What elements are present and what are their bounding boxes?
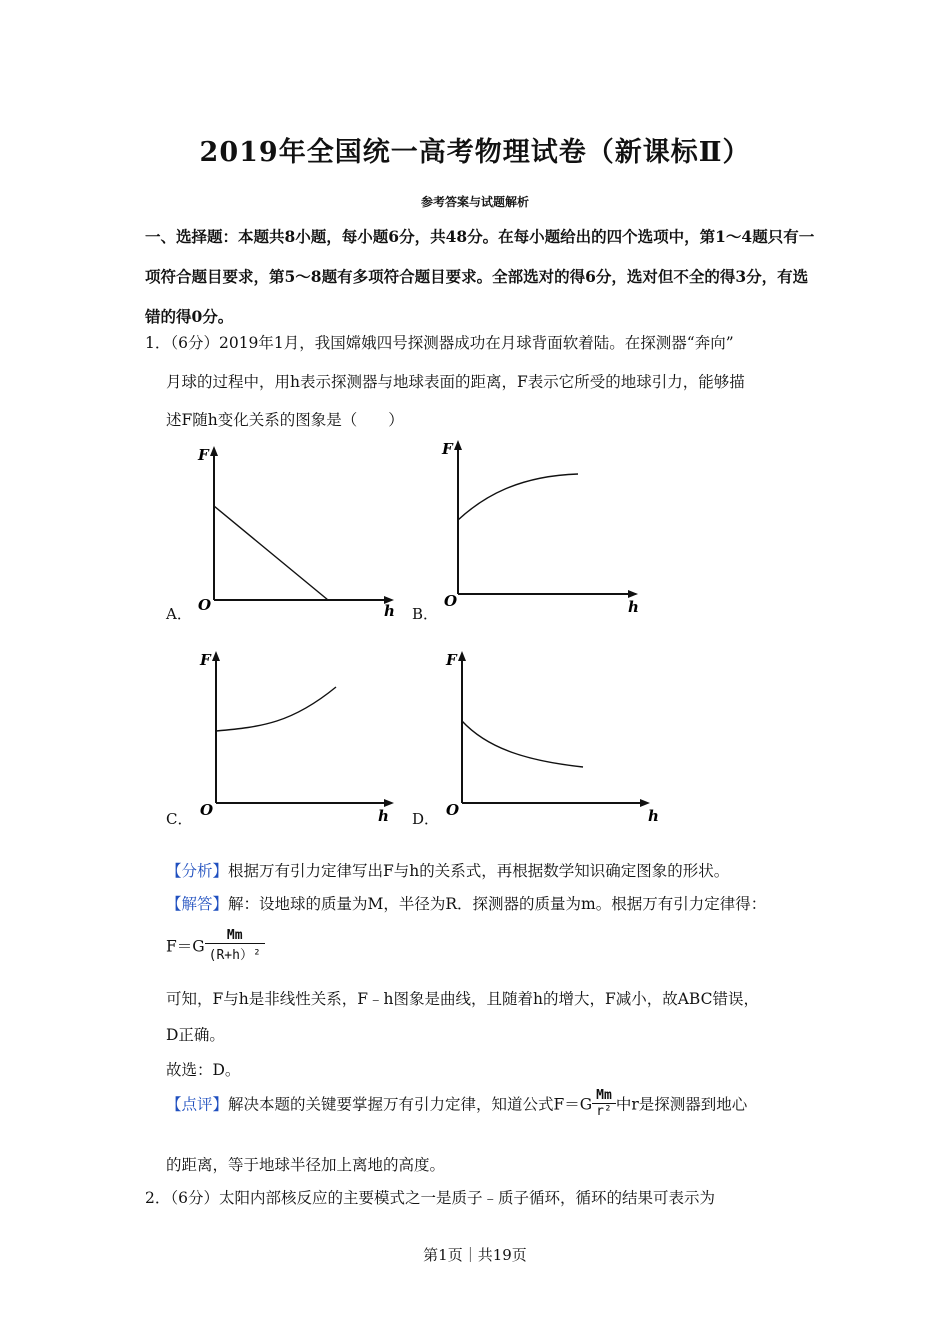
comment-text-pre: 解决本题的关键要掌握万有引力定律，知道公式F＝G [228, 1095, 593, 1114]
formula [166, 928, 265, 963]
graph-c-y-label: F [200, 651, 211, 669]
option-d-label: D． [412, 810, 440, 828]
conclusion-line1: 可知，F与h是非线性关系，F﹣h图象是曲线，且随着h的增大，F减小，故ABC错误， [166, 990, 759, 1008]
graph-b [434, 434, 649, 620]
option-c-label: C． [166, 810, 193, 828]
comment-line2: 的距离，等于地球半径加上离地的高度。 [166, 1156, 446, 1174]
graph-b-x-label: h [628, 598, 639, 616]
graph-d-origin: O [446, 801, 460, 819]
comment-line [166, 1088, 747, 1119]
graph-a-y-label: F [198, 446, 209, 464]
graph-b-y-label: F [442, 440, 453, 458]
comment-tag: 【点评】 [166, 1095, 229, 1114]
q1-line3: 述F随h变化关系的图象是（ ） [166, 411, 404, 429]
analysis-tag: 【分析】 [166, 862, 229, 880]
comment-numerator: Mm [592, 1088, 616, 1104]
q1-line1: 1．（6分）2019年1月，我国嫦娥四号探测器成功在月球背面软着陆。在探测器“奔向” [145, 334, 734, 352]
graph-a-origin: O [198, 596, 212, 614]
graph-d-y-label: F [446, 651, 457, 669]
graph-c-x-label: h [378, 807, 389, 825]
solution-tag: 【解答】 [166, 895, 229, 913]
page-footer: 第1页｜共19页 [423, 1246, 527, 1264]
comment-text-post: 中r是探测器到地心 [615, 1095, 748, 1114]
graph-a [190, 440, 405, 620]
solution-text: 解：设地球的质量为M，半径为R．探测器的质量为m。根据万有引力定律得： [228, 895, 767, 913]
graph-d [438, 645, 663, 825]
graph-a-x-label: h [384, 602, 395, 620]
graph-b-origin: O [444, 592, 458, 610]
solution-line [166, 892, 766, 914]
page-subtitle: 参考答案与试题解析 [420, 195, 529, 209]
q1-line2: 月球的过程中，用h表示探测器与地球表面的距离，F表示它所受的地球引力，能够描 [166, 373, 745, 391]
option-b-label: B． [412, 605, 439, 623]
graph-d-x-label: h [648, 807, 659, 825]
comment-fraction [592, 1088, 616, 1119]
graph-c [192, 645, 407, 825]
comment-denominator: r² [596, 1104, 612, 1119]
formula-lhs: F＝G [166, 937, 205, 956]
analysis-line [166, 859, 729, 881]
formula-denominator: (R+h）² [208, 948, 261, 963]
q2-line1: 2．（6分）太阳内部核反应的主要模式之一是质子﹣质子循环，循环的结果可表示为 [145, 1189, 715, 1207]
page-title: 2019年全国统一高考物理试卷（新课标Ⅱ） [199, 137, 751, 168]
analysis-text: 根据万有引力定律写出F与h的关系式，再根据数学知识确定图象的形状。 [228, 862, 730, 880]
graph-c-origin: O [200, 801, 214, 819]
section-header: 一、选择题：本题共8小题，每小题6分，共48分。在每小题给出的四个选项中，第1～4题只有一项符合题目要求，第5～8题有多项符合题目要求。全部选对的得6分，选对但不全的得3分，有选错的得0分。 [145, 227, 815, 326]
option-a-label: A． [166, 605, 192, 623]
formula-fraction [205, 928, 265, 963]
conclusion-line2: D正确。 [166, 1026, 225, 1044]
choice-line: 故选：D。 [166, 1061, 241, 1079]
formula-numerator: Mm [205, 928, 265, 944]
